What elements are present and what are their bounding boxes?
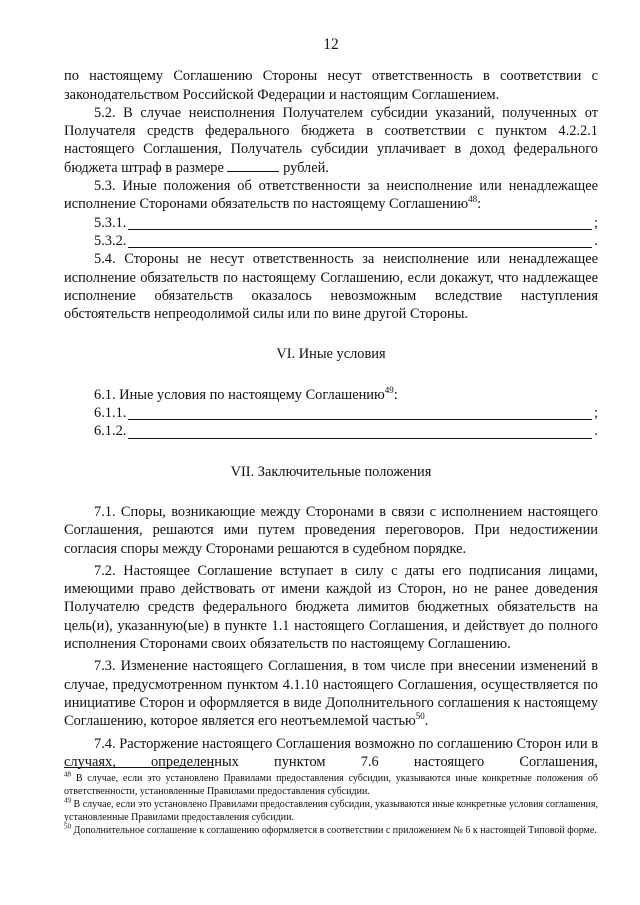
paragraph-7-3	[64, 657, 598, 730]
paragraph-7-3-text: 7.3. Изменение настоящего Соглашения, в том числе при внесении изменений в случае, предусмотренном пунктом 4.1.10 настоящего Соглашения, осуществляется по инициативе Сторон и оформляется в виде Дополнительного соглашения к настоящему Соглашению, которое является его неотъемлемой частью	[64, 658, 598, 730]
fill-line-label: 6.1.1.	[94, 405, 127, 422]
footnote-ref-49: 49	[384, 384, 394, 395]
paragraph-5-3	[64, 177, 598, 214]
paragraph-7-4: 7.4. Расторжение настоящего Соглашения возможно по соглашению Сторон или в случаях, определенных пунктом 7.6 настоящего Соглашения,	[64, 735, 598, 770]
paragraph-continuation: по настоящему Соглашению Стороны несут ответственность в соответствии с законодательством Российской Федерации и настоящим Соглашением.	[64, 68, 598, 103]
footnote-number: 50	[64, 822, 71, 831]
paragraph-7-2: 7.2. Настоящее Соглашение вступает в силу с даты его подписания лицами, имеющими право действовать от имени каждой из Сторон, но не ранее доведения Получателю средств федерального бюджета лимитов бюджетных обязательств на цель(и), указанную(ые) в пункте 1.1 настоящего Соглашения, и действует до полного исполнения Сторонами своих обязательств по настоящему Соглашению.	[64, 562, 598, 653]
paragraph-6-1-colon: :	[393, 386, 398, 403]
paragraph-6-1-text: 6.1. Иные условия по настоящему Соглашению	[94, 386, 385, 403]
footnote-49	[64, 798, 598, 824]
footnote-ref-50: 50	[415, 711, 425, 722]
fine-amount-blank	[227, 160, 279, 172]
section-heading-vii: VII. Заключительные положения	[230, 463, 432, 480]
fill-blank	[128, 424, 592, 439]
paragraph-7-3-period: .	[424, 713, 429, 730]
footnote-number: 49	[64, 796, 71, 805]
fill-line-label: 5.3.2.	[94, 232, 127, 249]
paragraph-5-2-text: 5.2. В случае неисполнения Получателем субсидии указаний, полученных от Получателя средств федерального бюджета в соответствии с пунктом 4.2.2.1 настоящего Соглашения, Получатель субсидии уплачивает в доход федерального бюджета штраф в размере	[64, 104, 598, 176]
fill-line-5-3-1	[64, 214, 598, 232]
footnote-number: 48	[64, 770, 71, 779]
footnote-divider	[64, 767, 214, 768]
fill-line-6-1-1	[64, 404, 598, 422]
fill-blank	[128, 405, 592, 420]
footnotes	[64, 767, 598, 837]
footnote-50	[64, 824, 598, 837]
footnote-48	[64, 772, 598, 798]
fill-line-label: 6.1.2.	[94, 423, 127, 440]
footnote-ref-48: 48	[468, 194, 478, 205]
paragraph-5-3-colon: :	[477, 196, 482, 213]
footnote-text: Дополнительное соглашение к соглашению оформляется в соответствии с приложением № 6 к настоящей Типовой форме.	[73, 825, 597, 836]
footnote-text: В случае, если это установлено Правилами предоставления субсидии, указываются иные конкретные положения об ответственности, установленные Правилами предоставления субсидии.	[64, 773, 599, 797]
fill-line-5-3-2	[64, 232, 598, 250]
paragraph-6-1	[64, 386, 598, 404]
paragraph-5-3-text: 5.3. Иные положения об ответственности за неисполнение или ненадлежащее исполнение Сторонами обязательств по настоящему Соглашению	[64, 178, 598, 213]
fill-blank	[128, 215, 592, 230]
document-page	[64, 36, 598, 771]
section-heading-vi: VI. Иные условия	[276, 346, 386, 363]
fill-blank	[128, 233, 592, 248]
paragraph-7-1: 7.1. Споры, возникающие между Сторонами в связи с исполнением настоящего Соглашения, решаются ими путем проведения переговоров. При недостижении согласия споры между Сторонами решаются в судебном порядке.	[64, 503, 598, 557]
fill-line-end: .	[594, 232, 598, 249]
page-number: 12	[323, 36, 339, 53]
fill-line-6-1-2	[64, 422, 598, 440]
paragraph-5-2-tail: рублей.	[283, 159, 329, 176]
paragraph-5-4: 5.4. Стороны не несут ответственность за неисполнение или ненадлежащее исполнение обязательств по настоящему Соглашению, если докажут, что надлежащее исполнение обязательств оказалось невозможным вследствие наступления обстоятельств непреодолимой силы или по вине другой Стороны.	[64, 251, 598, 323]
paragraph-5-2	[64, 104, 598, 177]
footnote-text: В случае, если это установлено Правилами предоставления субсидии, указываются иные конкретные условия соглашения, установленные Правилами предоставления субсидии.	[64, 799, 599, 823]
fill-line-label: 5.3.1.	[94, 214, 127, 231]
fill-line-end: ;	[594, 214, 598, 231]
fill-line-end: .	[594, 423, 598, 440]
fill-line-end: ;	[594, 405, 598, 422]
